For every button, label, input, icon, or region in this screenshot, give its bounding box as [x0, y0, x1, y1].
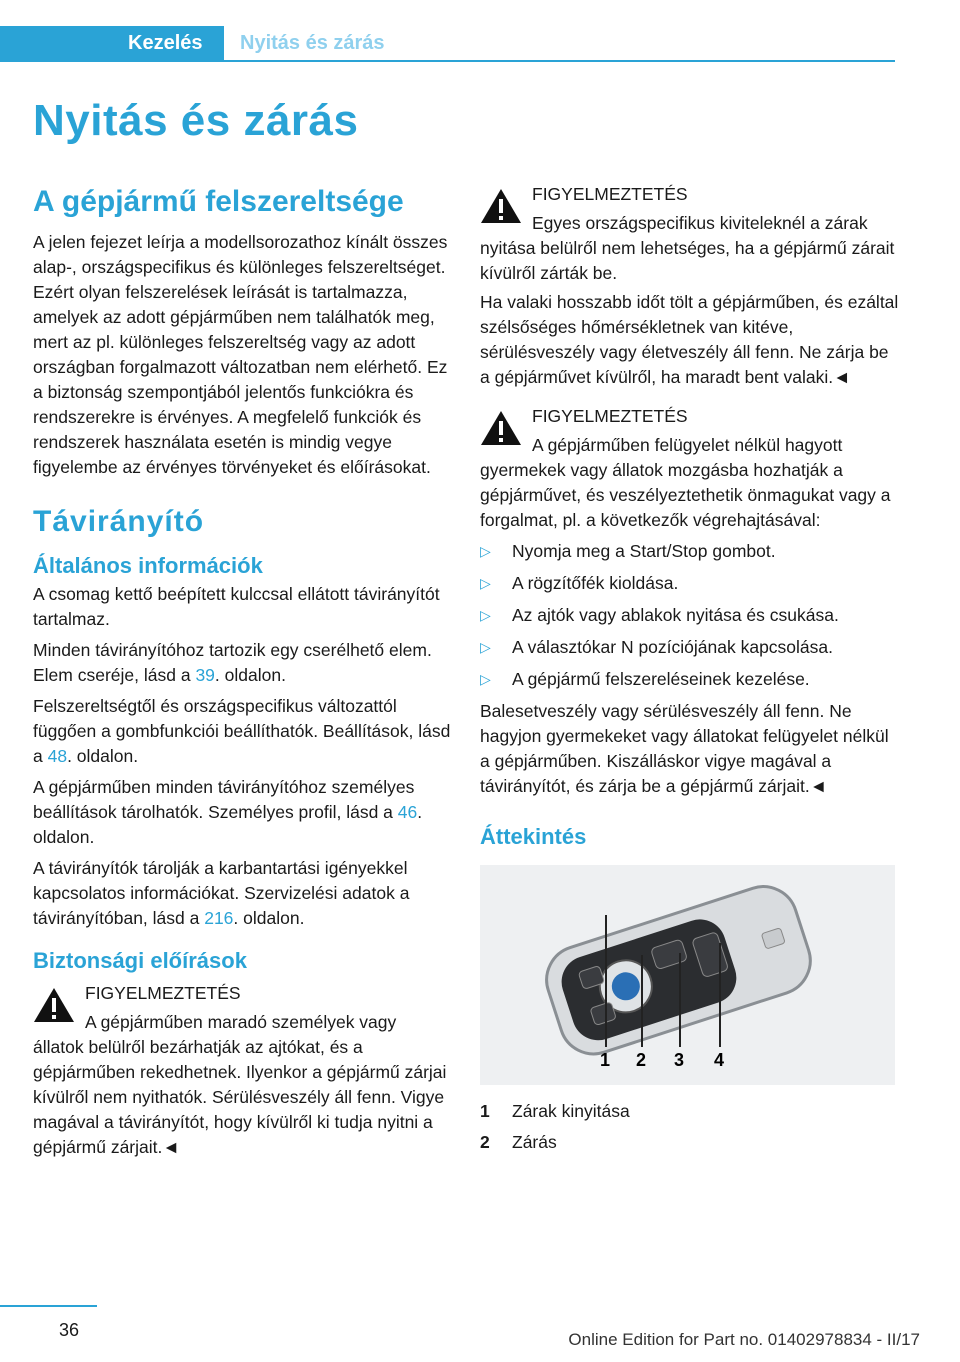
- right-column: [480, 182, 900, 1161]
- remote-key-figure: [480, 865, 895, 1085]
- heading-equipment: A gépjármű felszereltsége: [33, 185, 404, 218]
- remote-key-illustration: [480, 865, 895, 1085]
- warning-2-text-1: Egyes országspecifikus kiviteleknél a zárak nyitása belülről nem lehetséges, ha a gépjármű zárait kívülről zárták be.: [480, 213, 895, 283]
- link-page-48[interactable]: 48: [47, 746, 68, 766]
- page-number: 36: [59, 1320, 80, 1340]
- figure-number: 4: [714, 1050, 725, 1070]
- triangle-right-icon: ▷: [480, 671, 491, 687]
- paragraph-equipment: A jelen fejezet leírja a modellsorozathoz kínált összes alap-, országspecifikus és különleges felszereltséget. Ezért olyan felszerelések leírását is tartalmazza, amelyek az adott gépjárműben nem találhatók meg, mert az pl. különleges felszereltség vagy az adott országban forgalmazott változatban nem elérhető. Ez a biztonság szempontjából jelentős funkciókra és rendszerekre is érvényes. A megfelelő funkciók és rendszerek használata esetén is mindig vegye figyelembe az érvényes törvényeket és előírásokat.: [33, 232, 448, 477]
- list-item: ▷ A választókar N pozíciójának kapcsolása.: [480, 635, 900, 660]
- link-page-216[interactable]: 216: [204, 908, 234, 928]
- warning-triangle-icon: [33, 987, 75, 1023]
- figure-number: 2: [636, 1050, 647, 1070]
- warning-2-text-2: Ha valaki hosszabb időt tölt a gépjárműben, és ezáltal szélsőséges hőmérsékletnek van kitéve, sérülésveszély vagy életveszély áll fenn. Ne zárja be a gépjárművet kívülről, ha maradt bent valaki.◄: [480, 292, 899, 387]
- page-title: Nyitás és zárás: [33, 96, 359, 145]
- heading-remote: Távirányító: [33, 505, 205, 538]
- triangle-right-icon: ▷: [480, 543, 491, 559]
- left-column: [33, 180, 451, 1164]
- list-item: ▷ Az ajtók vagy ablakok nyitása és csukása.: [480, 603, 900, 628]
- warning-3-text-2: Balesetveszély vagy sérülésveszély áll fenn. Ne hagyjon gyermekeket vagy állatokat felügyelet nélkül a gépjárműben. Kiszálláskor vigye magával a távirányítót, és zárja be a gépjármű zárjait.◄: [480, 701, 889, 796]
- footer-divider: [0, 1305, 97, 1307]
- warning-triangle-icon: [480, 188, 522, 224]
- link-page-39[interactable]: 39: [195, 665, 215, 685]
- heading-overview: Áttekintés: [480, 824, 587, 849]
- legend-item: 1 Zárak kinyitása: [480, 1101, 630, 1121]
- triangle-right-icon: ▷: [480, 607, 491, 623]
- header-divider: [0, 60, 895, 62]
- footer-edition: Online Edition for Part no. 01402978834 - II/17: [568, 1330, 920, 1349]
- link-page-46[interactable]: 46: [397, 802, 418, 822]
- tab-kezeles[interactable]: Kezelés: [0, 26, 224, 60]
- list-item: ▷ A gépjármű felszereléseinek kezelése.: [480, 667, 900, 692]
- legend-item: 2 Zárás: [480, 1132, 557, 1152]
- paragraph-remote-5: A távirányítók tárolják a karbantartási igényekkel kapcsolatos információkat. Szervizelési adatok a távirányítóban, lásd a 216. oldalon.: [33, 858, 410, 928]
- heading-general-info: Általános információk: [33, 553, 263, 578]
- warning-1-text: A gépjárműben maradó személyek vagy állatok belülről bezárhatják az ajtókat, és a gépjárműben rekedhetnek. Ilyenkor a gépjármű zárjai kívülről nem nyithatók. Sérülésveszély áll fenn. Vigye magával a távirányítót, hogy kívülről ki tudja nyitni a gépjármű zárjait.◄: [33, 1012, 447, 1157]
- triangle-right-icon: ▷: [480, 575, 491, 591]
- warning-block-3: [480, 404, 900, 799]
- header-tabs: [0, 26, 385, 60]
- list-item: ▷ Nyomja meg a Start/Stop gombot.: [480, 539, 900, 564]
- list-item: ▷ A rögzítőfék kioldása.: [480, 571, 900, 596]
- paragraph-remote-2: Minden távirányítóhoz tartozik egy cserélhető elem. Elem cseréje, lásd a 39. oldalon.: [33, 640, 432, 685]
- warning-3-title: FIGYELMEZTETÉS: [532, 406, 688, 426]
- heading-safety: Biztonsági előírások: [33, 948, 247, 973]
- warning-triangle-icon: [480, 410, 522, 446]
- triangle-right-icon: ▷: [480, 639, 491, 655]
- paragraph-remote-4: A gépjárműben minden távirányítóhoz személyes beállítások tárolhatók. Személyes profil, lásd a 46. oldalon.: [33, 777, 423, 847]
- warning-1-title: FIGYELMEZTETÉS: [85, 983, 241, 1003]
- warning-3-list: [480, 539, 900, 692]
- warning-2-title: FIGYELMEZTETÉS: [532, 184, 688, 204]
- warning-block-2: [480, 182, 900, 390]
- warning-block-1: [33, 981, 451, 1160]
- figure-number: 1: [600, 1050, 611, 1070]
- paragraph-remote-1: A csomag kettő beépített kulccsal ellátott távirányítót tartalmaz.: [33, 584, 440, 629]
- figure-number: 3: [674, 1050, 685, 1070]
- warning-3-text-1: A gépjárműben felügyelet nélkül hagyott gyermekek vagy állatok mozgásba hozhatják a gépjárművet, és veszélyeztethetik önmagukat vagy a forgalmat, pl. a következők végrehajtásával:: [480, 435, 891, 530]
- paragraph-remote-3: Felszereltségtől és országspecifikus változattól függően a gombfunkciói beállíthatók. Beállítások, lásd a 48. oldalon.: [33, 696, 451, 766]
- tab-nyitas-es-zaras[interactable]: Nyitás és zárás: [240, 32, 385, 54]
